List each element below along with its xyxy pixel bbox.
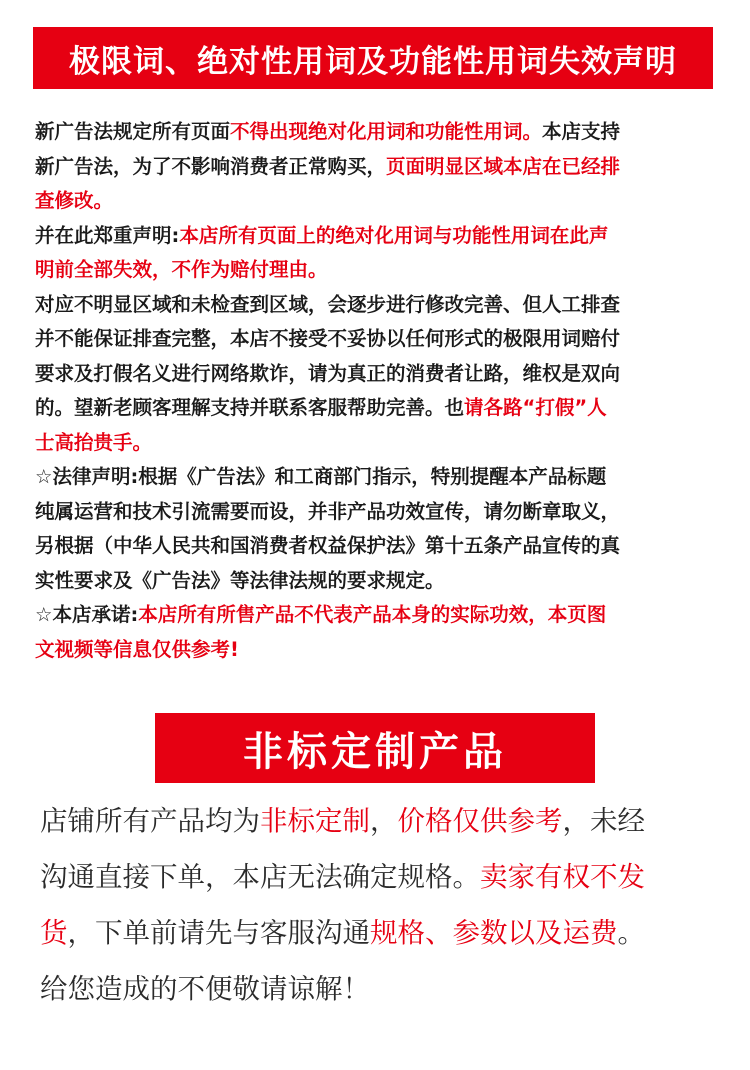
- text-line: [35, 598, 715, 633]
- text-line: [35, 633, 715, 668]
- body-text: ☆本店承诺:: [35, 603, 139, 626]
- highlight-text: 查修改。: [35, 189, 114, 212]
- highlight-text: 明前全部失效，不作为赔付理由。: [35, 258, 328, 281]
- body-text: 新广告法规定所有页面: [35, 120, 231, 143]
- text-line: [35, 426, 715, 461]
- body-text: 的。望新老顾客理解支持并联系客服帮助完善。也: [35, 396, 465, 419]
- body-text: 新广告法，为了不影响消费者正常购买，: [35, 154, 387, 178]
- body-text: 。: [617, 917, 645, 949]
- highlight-text: 本店所有所售产品不代表产品本身的实际功效，本页图: [138, 603, 607, 626]
- body-text: 实性要求及《广告法》等法律法规的要求规定。: [35, 568, 445, 592]
- highlight-text: 士高抬贵手。: [35, 430, 153, 454]
- highlight-text: 不得出现绝对化用词和功能性用词。: [230, 120, 543, 143]
- text-line: [35, 288, 715, 323]
- text-line: [35, 115, 715, 150]
- section-title-banner: [155, 713, 595, 783]
- body-text: 沟通直接下单，本店无法确定规格。: [40, 861, 480, 893]
- body-text: 并在此郑重声明:: [35, 223, 180, 247]
- text-line: [35, 150, 715, 185]
- text-line: [35, 357, 715, 392]
- text-line: [35, 460, 715, 495]
- highlight-text: 规格、参数以及运费: [370, 917, 618, 949]
- highlight-text: 请各路“打假”人: [464, 396, 607, 419]
- statement-title: 极限词、绝对性用词及功能性用词失效声明: [69, 43, 677, 80]
- text-line: [35, 219, 715, 254]
- statement-title-banner: [33, 27, 713, 89]
- body-text: ，未经: [562, 805, 645, 837]
- highlight-text: 卖家有权不发: [480, 861, 645, 893]
- body-text: 纯属运营和技术引流需要而设，并非产品功效宣传，请勿断章取义，: [35, 499, 621, 523]
- highlight-text: 本店所有页面上的绝对化用词与功能性用词在此声: [179, 223, 609, 247]
- custom-product-notice: [40, 793, 720, 1017]
- body-text: 另根据（中华人民共和国消费者权益保护法》第十五条产品宣传的真: [35, 534, 621, 557]
- text-line: [35, 322, 715, 357]
- highlight-text: 文视频等信息仅供参考!: [35, 637, 239, 661]
- body-text: 要求及打假名义进行网络欺诈，请为真正的消费者让路，维权是双向: [35, 361, 621, 385]
- text-line: [35, 391, 715, 426]
- highlight-text: 货: [40, 917, 68, 949]
- text-line: [40, 905, 720, 961]
- text-line: [35, 184, 715, 219]
- body-text: 本店支持: [542, 120, 621, 143]
- body-text: 并不能保证排查完整，本店不接受不妥协以任何形式的极限用词赔付: [35, 327, 621, 350]
- text-line: [35, 564, 715, 599]
- text-line: [35, 495, 715, 530]
- body-text: 店铺所有产品均为: [40, 805, 260, 837]
- text-line: [40, 961, 720, 1017]
- text-line: [35, 529, 715, 564]
- declaration-paragraph: [35, 115, 715, 667]
- body-text: ，: [370, 805, 398, 837]
- body-text: 对应不明显区域和未检查到区域，会逐步进行修改完善、但人工排查: [35, 292, 621, 316]
- highlight-text: 页面明显区域本店在已经排: [386, 154, 621, 178]
- highlight-text: 非标定制: [260, 805, 370, 837]
- section-title: 非标定制产品: [243, 728, 507, 775]
- text-line: [40, 849, 720, 905]
- body-text: ，下单前请先与客服沟通: [67, 917, 370, 949]
- body-text: ☆法律声明:根据《广告法》和工商部门指示，特别提醒本产品标题: [35, 465, 607, 488]
- text-line: [35, 253, 715, 288]
- text-line: [40, 793, 720, 849]
- body-text: 给您造成的不便敬请谅解！: [40, 973, 370, 1005]
- highlight-text: 价格仅供参考: [397, 805, 563, 837]
